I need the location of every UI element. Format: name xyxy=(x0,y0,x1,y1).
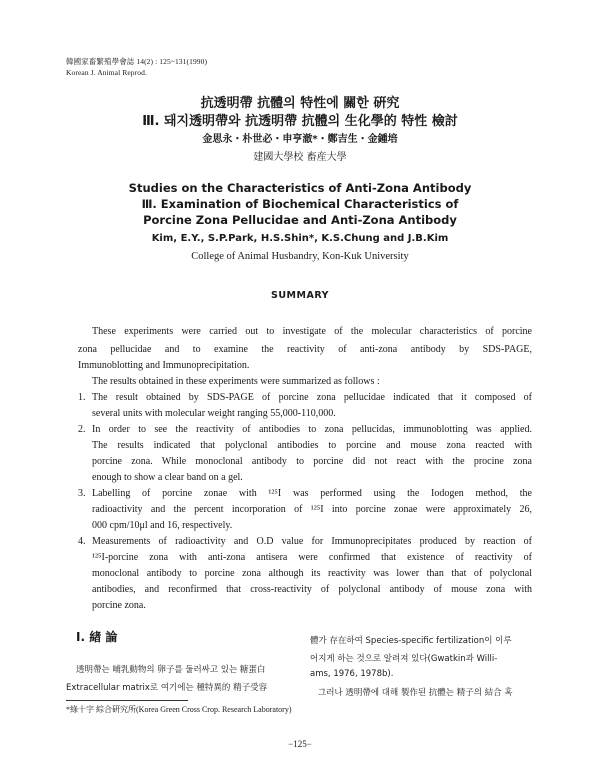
summary-intro-line: Immunoblotting and Immunoprecipitation. xyxy=(78,360,250,371)
intro-left-line: 透明帶는 哺乳動物의 卵子를 둘러싸고 있는 糖蛋白 xyxy=(76,665,266,675)
summary-intro-line: zona pellucidae and to examine the reactivity of anti-zona antibody by SDS-PAGE, xyxy=(78,344,532,355)
english-title-line-3: Porcine Zona Pellucidae and Anti-Zona Antibody xyxy=(143,213,457,227)
summary-item-line: enough to show a clear band on a gel. xyxy=(92,472,243,483)
summary-item-line: antibodies, and reconfirmed that cross-reactivity of polyclonal antibody of mouse zona with xyxy=(92,584,532,595)
section-heading-introduction: Ⅰ. 緖 論 xyxy=(76,630,118,644)
summary-item-line: monoclonal antibody to porcine zona although its reactivity was lower than that of polyclonal xyxy=(92,568,532,579)
summary-item-line: radioactivity and the percent incorporation of ¹²⁵I into porcine zonae were approximately 26, xyxy=(92,504,532,515)
english-authors: Kim, E.Y., S.P.Park, H.S.Shin*, K.S.Chung and J.B.Kim xyxy=(151,233,449,244)
page-number: −125− xyxy=(288,739,312,749)
intro-right-line: 體가 存在하여 Species-specific fertilization이 이루 xyxy=(310,636,512,646)
summary-item-line: Labelling of porcine zonae with ¹²⁵I was performed using the Iodogen method, the xyxy=(92,488,532,499)
english-affiliation: College of Animal Husbandry, Kon-Kuk University xyxy=(191,251,409,262)
summary-heading: SUMMARY xyxy=(271,290,329,301)
summary-item-line: In order to see the reactivity of antibodies to zona pellucidas, immunoblotting was applied. xyxy=(92,424,532,435)
footnote: *綠十字 綜合硏究所(Korea Green Cross Crop. Research Laboratory) xyxy=(66,705,292,714)
summary-item-line: The result obtained by SDS-PAGE of porcine zona pellucidae indicated that it composed of xyxy=(92,392,532,403)
summary-intro-line: These experiments were carried out to investigate of the molecular characteristics of porcine xyxy=(92,326,532,337)
summary-item-number: 2. xyxy=(78,424,86,435)
summary-item-number: 1. xyxy=(78,392,86,403)
footnote-rule xyxy=(66,700,188,701)
summary-item-line: ¹²⁵I-porcine zona with anti-zona antisera were confirmed that existence of reactivity of xyxy=(92,552,532,563)
summary-item-line: porcine zona. xyxy=(92,600,146,611)
english-title-line-2: Ⅲ. Examination of Biochemical Characteristics of xyxy=(141,197,459,211)
korean-title-line-1: 抗透明帶 抗體의 特性에 關한 硏究 xyxy=(200,96,400,111)
journal-citation xyxy=(66,56,207,78)
korean-authors: 金思永・朴世必・申亨澈*・鄭吉生・金鍾培 xyxy=(202,134,398,145)
journal-name-english: Korean J. Animal Reprod. xyxy=(66,68,147,77)
intro-right-line: 어지게 하는 것으로 알려져 있다(Gwatkin과 Willi- xyxy=(310,654,498,664)
summary-item-line: several units with molecular weight ranging 55,000-110,000. xyxy=(92,408,336,419)
summary-item-line: 000 cpm/10μl and 16, respectively. xyxy=(92,520,233,531)
intro-right-line: ams, 1976, 1978b). xyxy=(310,669,394,679)
korean-affiliation: 建國大學校 畜産大學 xyxy=(253,152,347,163)
summary-item-line: porcine zona. While monoclonal antibody to porcine did not react with the procine zona xyxy=(92,456,532,467)
intro-left-line: Extracellular matrix로 여기에는 種特異的 精子受容 xyxy=(66,683,268,693)
intro-right-line: 그러나 透明帶에 대해 製作된 抗體는 精子의 結合 혹 xyxy=(318,688,513,698)
english-title-line-1: Studies on the Characteristics of Anti-Zona Antibody xyxy=(128,181,472,195)
summary-item-line: Measurements of radioactivity and O.D value for Immunoprecipitates produced by reaction of xyxy=(92,536,532,547)
summary-item-number: 3. xyxy=(78,488,86,499)
korean-title-line-2: Ⅲ. 돼지透明帶와 抗透明帶 抗體의 生化學的 特性 檢討 xyxy=(142,114,458,129)
summary-item-line: The results indicated that polyclonal antibodies to porcine and mouse zona reacted with xyxy=(92,440,532,451)
summary-item-number: 4. xyxy=(78,536,86,547)
summary-intro-line: The results obtained in these experiments were summarized as follows : xyxy=(92,376,380,387)
journal-name-korean: 韓國家畜繁殖學會誌 14(2) : 125~131(1990) xyxy=(66,57,208,66)
